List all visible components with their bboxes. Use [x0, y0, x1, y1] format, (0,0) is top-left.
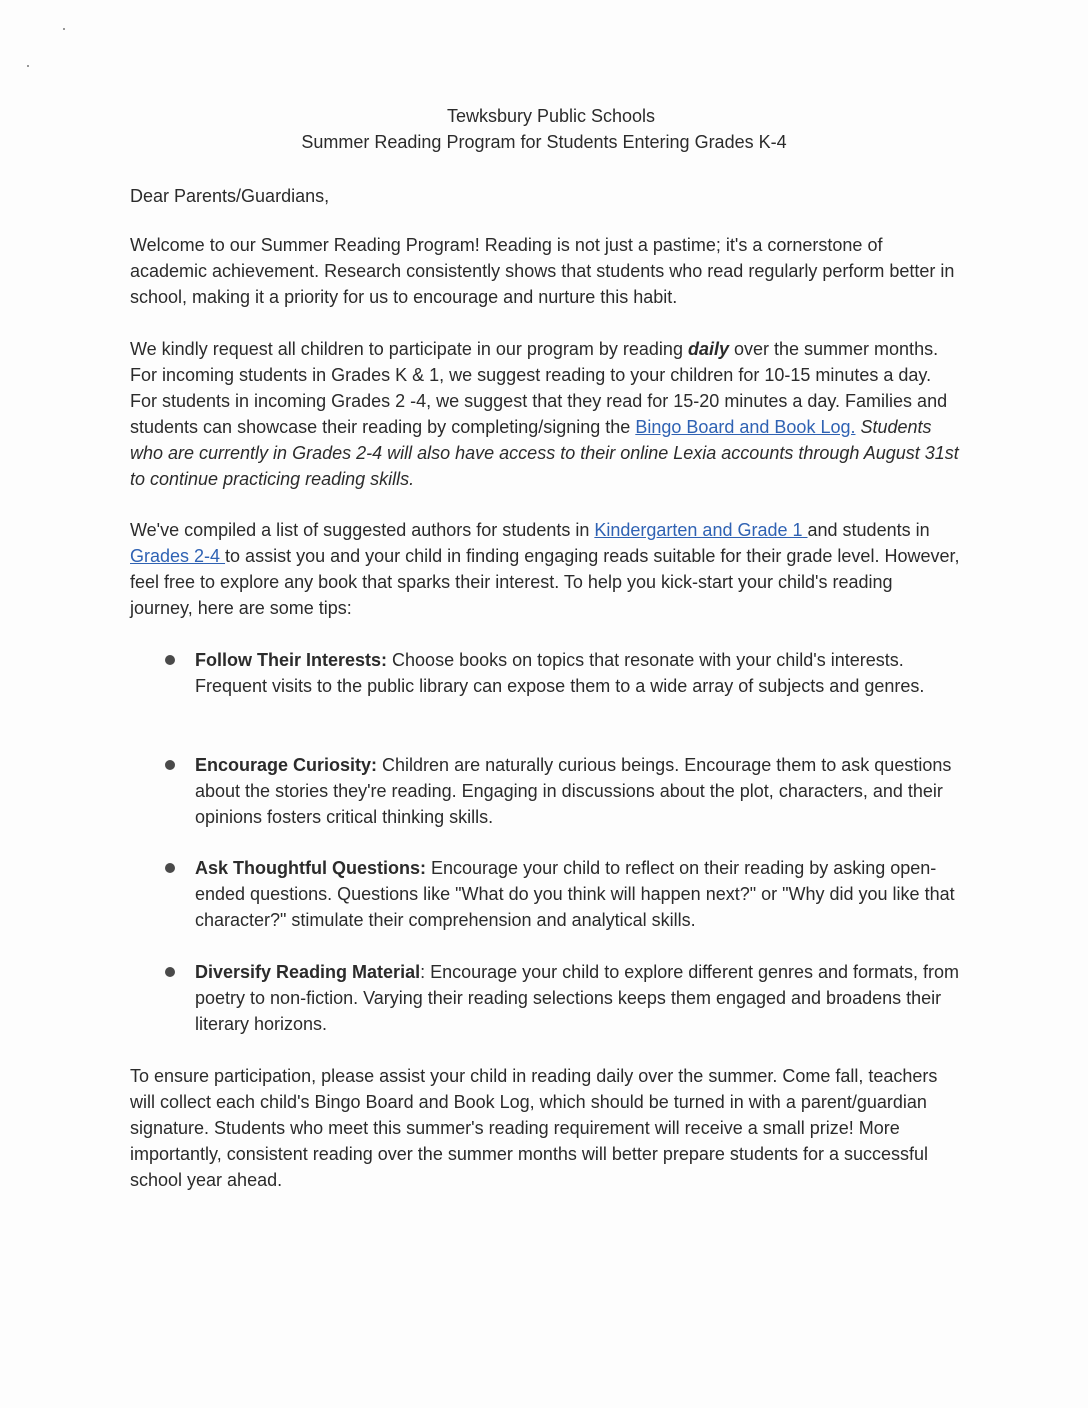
- authors-text-end: to assist you and your child in finding engaging reads suitable for their grade level. However, feel free to explore any book that sparks their interest. To help you kick-start your child's reading journey, here are some tips:: [130, 546, 960, 618]
- tip-body: [195, 752, 965, 830]
- tip-body: [195, 959, 965, 1037]
- kindergarten-grade1-link[interactable]: Kindergarten and Grade 1: [594, 520, 808, 540]
- school-name: Tewksbury Public Schools: [446, 106, 656, 126]
- request-text-middle: over the summer months. For incoming students in Grades K & 1, we suggest reading to your children for 10-15 minutes a day. For students in incoming Grades 2 -4, we suggest that they read for 15-20 minutes a day. Families and students can showcase their reading by completing/signing the: [130, 339, 948, 437]
- tip-text: Children are naturally curious beings. Encourage them to ask questions about the stories they're reading. Engaging in discussions about the plot, characters, and their opinions fosters critical thinking skills.: [195, 755, 952, 827]
- bingo-board-link[interactable]: Bingo Board and Book Log.: [635, 417, 856, 437]
- closing-paragraph: [130, 1063, 960, 1193]
- tip-title: Follow Their Interests:: [195, 650, 388, 670]
- bullet-icon: [165, 655, 175, 665]
- intro-text: Welcome to our Summer Reading Program! Reading is not just a pastime; it's a cornerstone of academic achievement. Research consistently shows that students who read regularly perform better in school, making it a priority for us to encourage and nurture this habit.: [130, 235, 955, 307]
- scan-speck: [63, 28, 65, 30]
- tip-text: Choose books on topics that resonate with your child's interests. Frequent visits to the public library can expose them to a wide array of subjects and genres.: [195, 650, 925, 696]
- closing-text: To ensure participation, please assist your child in reading daily over the summer. Come fall, teachers will collect each child's Bingo Board and Book Log, which should be turned in with a parent/guardian signature. Students who meet this summer's reading requirement will receive a small prize! More importantly, consistent reading over the summer months will better prepare students for a successful school year ahead.: [130, 1066, 938, 1190]
- tip-title: Diversify Reading Material: [195, 962, 421, 982]
- tip-body: [195, 647, 965, 699]
- daily-emphasis: daily: [687, 339, 729, 359]
- bullet-icon: [165, 967, 175, 977]
- request-text: [130, 336, 960, 492]
- bullet-icon: [165, 863, 175, 873]
- salutation: [130, 183, 960, 209]
- lexia-note: Students who are currently in Grades 2-4 will also have access to their online Lexia accounts through August 31st to continue practicing reading skills.: [130, 417, 959, 489]
- program-title: Summer Reading Program for Students Entering Grades K-4: [301, 132, 787, 152]
- tip-text: Encourage your child to reflect on their reading by asking open-ended questions. Questions like "What do you think will happen next?" or "Why did you like that character?" stimulate their comprehension and analytical skills.: [195, 858, 955, 930]
- authors-text-middle: and students in: [807, 520, 930, 540]
- request-text-start: We kindly request all children to participate in our program by reading: [130, 339, 688, 359]
- authors-text-start: We've compiled a list of suggested authors for students in: [130, 520, 595, 540]
- tip-text: : Encourage your child to explore different genres and formats, from poetry to non-fiction. Varying their reading selections keeps them engaged and broadens their literary horizons.: [195, 962, 960, 1034]
- tip-title: Encourage Curiosity:: [195, 755, 378, 775]
- intro-paragraph: [130, 232, 960, 310]
- tip-title: Ask Thoughtful Questions:: [195, 858, 426, 878]
- tip-body: [195, 855, 965, 933]
- scan-speck: [27, 65, 29, 67]
- request-paragraph: [130, 336, 960, 492]
- grades-2-4-link[interactable]: Grades 2-4: [130, 546, 226, 566]
- authors-text: [130, 517, 960, 621]
- bullet-icon: [165, 760, 175, 770]
- authors-paragraph: [130, 517, 960, 621]
- salutation-text: Dear Parents/Guardians,: [130, 186, 330, 206]
- letter-header: [0, 103, 1088, 155]
